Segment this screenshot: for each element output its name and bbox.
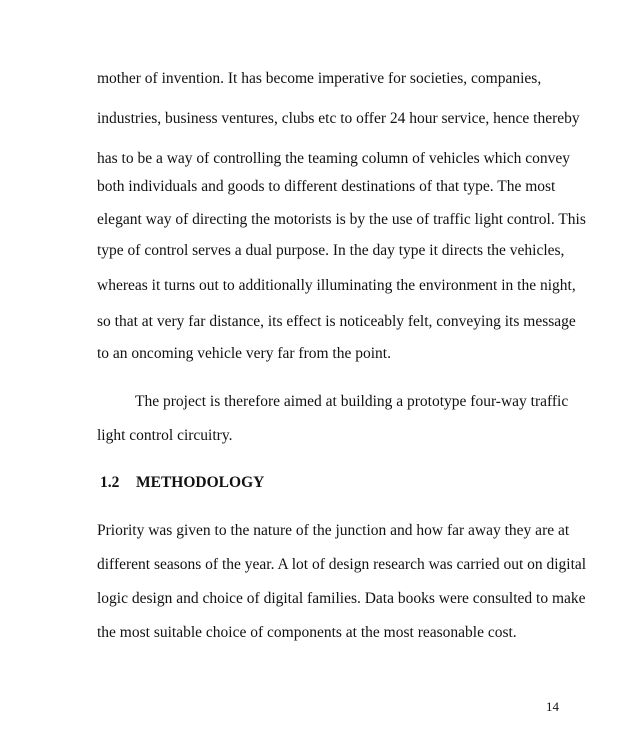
page-number: 14 [546,699,559,714]
text-line: both individuals and goods to different destinations of that type. The most [97,178,556,195]
text-line: different seasons of the year. A lot of design research was carried out on digital [97,556,587,573]
text-line: to an oncoming vehicle very far from the point. [97,345,391,362]
text-line: type of control serves a dual purpose. In the day type it directs the vehicles, [97,242,565,259]
section-heading [100,474,264,492]
text-line: elegant way of directing the motorists is by the use of traffic light control. This [97,211,586,228]
text-line: mother of invention. It has become imperative for societies, companies, [97,70,542,87]
text-line: Priority was given to the nature of the junction and how far away they are at [97,522,570,539]
text-line: whereas it turns out to additionally illuminating the environment in the night, [97,277,576,294]
text-line: The project is therefore aimed at building a prototype four-way traffic [135,393,569,410]
text-line: logic design and choice of digital families. Data books were consulted to make [97,590,586,607]
text-line: light control circuitry. [97,427,233,444]
section-title: METHODOLOGY [136,474,265,491]
text-line: so that at very far distance, its effect is noticeably felt, conveying its message [97,313,576,330]
text-line: has to be a way of controlling the teaming column of vehicles which convey [97,150,571,167]
text-line: industries, business ventures, clubs etc to offer 24 hour service, hence thereby [97,110,580,127]
section-number: 1.2 [100,474,120,491]
text-line: the most suitable choice of components at the most reasonable cost. [97,624,517,641]
